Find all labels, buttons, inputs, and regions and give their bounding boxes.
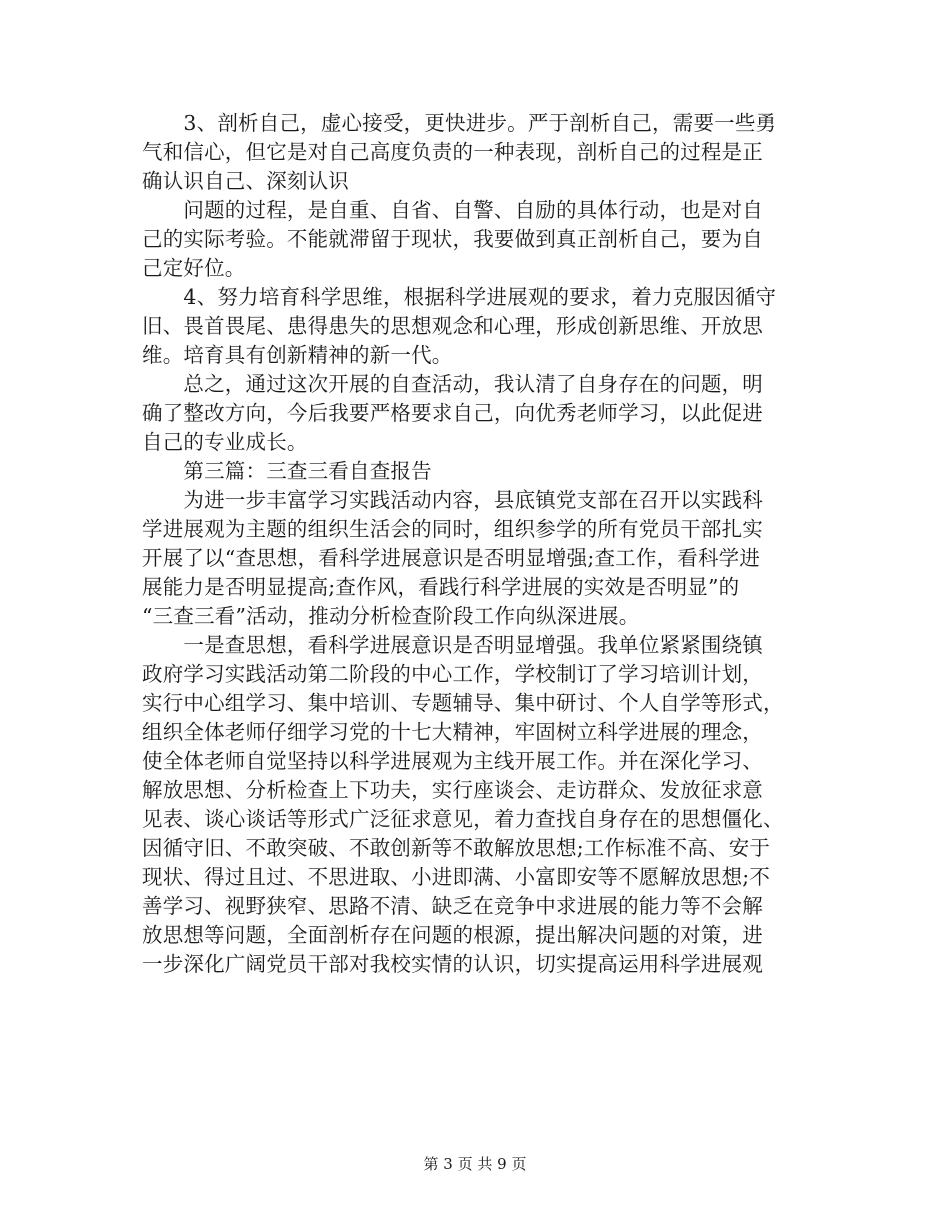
text-line: 3、剖析自己，虚心接受，更快进步。严于剖析自己，需要一些勇: [142, 111, 777, 135]
text-line: 现状、得过且过、不思进取、小进即满、小富即安等不愿解放思想;不: [142, 865, 771, 889]
text-line: 展能力是否明显提高;查作风，看践行科学进展的实效是否明显”的: [142, 575, 740, 599]
text-line: 4、努力培育科学思维，根据科学进展观的要求，着力克服因循守: [142, 285, 777, 309]
text-line: 维。培育具有创新精神的新一代。: [142, 343, 453, 367]
section-heading: 第三篇：三查三看自查报告: [142, 459, 432, 483]
page-number-footer: 第 3 页 共 9 页: [423, 1155, 527, 1173]
text-line: 确认识自己、深刻认识: [142, 169, 349, 193]
text-line: 自己的专业成长。: [142, 430, 308, 454]
text-line: 旧、畏首畏尾、患得患失的思想观念和心理，形成创新思维、开放思: [142, 314, 763, 338]
document-body: [142, 109, 802, 979]
text-line: 总之，通过这次开展的自查活动，我认清了自身存在的问题，明: [142, 372, 763, 396]
text-line: 为进一步丰富学习实践活动内容，县底镇党支部在召开以实践科: [142, 488, 763, 512]
text-line: 见表、谈心谈话等形式广泛征求意见，着力查找自身存在的思想僵化、: [142, 807, 784, 831]
text-line: 确了整改方向，今后我要严格要求自己，向优秀老师学习，以此促进: [142, 401, 763, 425]
text-line: 因循守旧、不敢突破、不敢创新等不敢解放思想;工作标准不高、安于: [142, 836, 771, 860]
text-line: 放思想等问题，全面剖析存在问题的根源，提出解决问题的对策，进: [142, 923, 763, 947]
text-line: 开展了以“查思想，看科学进展意识是否明显增强;查工作，看科学进: [142, 546, 761, 570]
text-line: 学进展观为主题的组织生活会的同时，组织参学的所有党员干部扎实: [142, 517, 763, 541]
text-line: 实行中心组学习、集中培训、专题辅导、集中研讨、个人自学等形式，: [142, 691, 784, 715]
text-line: 政府学习实践活动第二阶段的中心工作，学校制订了学习培训计划，: [142, 662, 763, 686]
text-line: 一步深化广阔党员干部对我校实情的认识，切实提高运用科学进展观: [142, 952, 763, 976]
text-line: 善学习、视野狭窄、思路不清、缺乏在竞争中求进展的能力等不会解: [142, 894, 763, 918]
text-line: 气和信心，但它是对自己高度负责的一种表现，剖析自己的过程是正: [142, 140, 763, 164]
text-line: 问题的过程，是自重、自省、自警、自励的具体行动，也是对自: [142, 198, 763, 222]
text-line: 己的实际考验。不能就滞留于现状，我要做到真正剖析自己，要为自: [142, 227, 763, 251]
text-line: 一是查思想，看科学进展意识是否明显增强。我单位紧紧围绕镇: [142, 633, 763, 657]
text-line: 己定好位。: [142, 256, 246, 280]
text-line: 解放思想、分析检查上下功夫，实行座谈会、走访群众、发放征求意: [142, 778, 763, 802]
text-line: 组织全体老师仔细学习党的十七大精神，牢固树立科学进展的理念，: [142, 720, 763, 744]
text-line: “三查三看”活动，推动分析检查阶段工作向纵深进展。: [142, 604, 640, 628]
text-line: 使全体老师自觉坚持以科学进展观为主线开展工作。并在深化学习、: [142, 749, 763, 773]
